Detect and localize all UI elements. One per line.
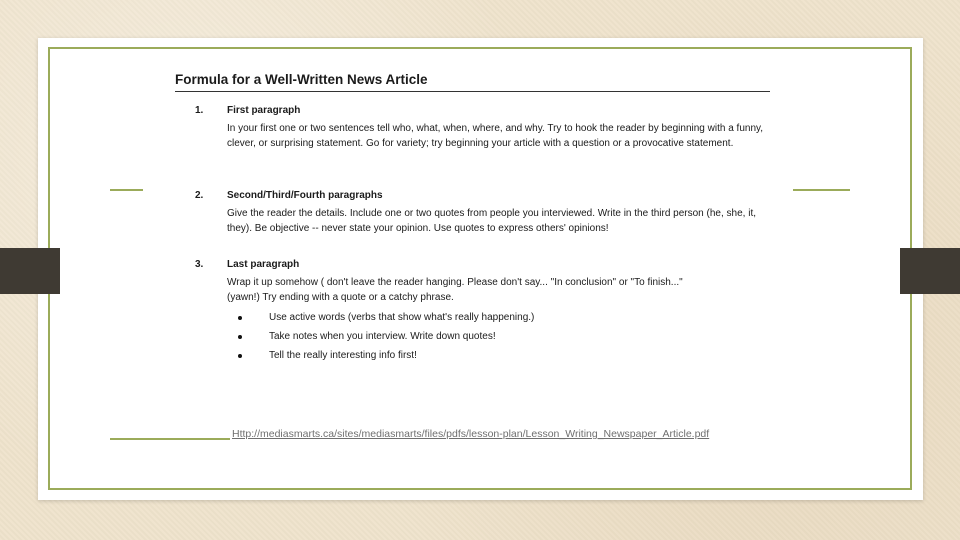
section-heading: First paragraph [227, 105, 301, 116]
right-tab-decoration [900, 248, 960, 294]
decorative-line-top-left [110, 189, 144, 191]
bullet-icon [238, 316, 242, 320]
tip-text: Use active words (verbs that show what's really happening.) [269, 312, 535, 323]
left-tab-decoration [0, 248, 60, 294]
section-text: Give the reader the details. Include one or two quotes from people you interviewed. Write in the third person (he, she, it, they). Be objective -- never state your opinion. Use quotes to express others' opinions! [227, 208, 756, 234]
section-number: 2. [195, 190, 204, 201]
tip-text: Tell the really interesting info first! [269, 350, 417, 361]
document-title: Formula for a Well-Written News Article [175, 72, 428, 87]
tip-text: Take notes when you interview. Write down quotes! [269, 331, 496, 342]
section-text: Wrap it up somehow ( don't leave the reader hanging. Please don't say... "In conclusion" or "To finish..." (yawn!) Try ending with a quote or a catchy phrase. [227, 277, 683, 303]
bullet-icon [238, 354, 242, 358]
decorative-line-bottom [110, 438, 230, 440]
bullet-icon [238, 335, 242, 339]
title-divider [175, 91, 770, 92]
decorative-line-top-right [793, 189, 850, 191]
section-text: In your first one or two sentences tell who, what, when, where, and why. Try to hook the reader by beginning with a funny, clever, or surprising statement. Go for variety; try beginning your article with a question or a provocative statement. [227, 123, 764, 149]
section-heading: Second/Third/Fourth paragraphs [227, 190, 383, 201]
section-heading: Last paragraph [227, 259, 300, 270]
source-link[interactable]: Http://mediasmarts.ca/sites/mediasmarts/files/pdfs/lesson-plan/Lesson_Writing_Newspaper_Article.pdf [232, 428, 710, 440]
article-formula-document [143, 53, 793, 408]
section-number: 3. [195, 259, 204, 270]
section-number: 1. [195, 105, 204, 116]
